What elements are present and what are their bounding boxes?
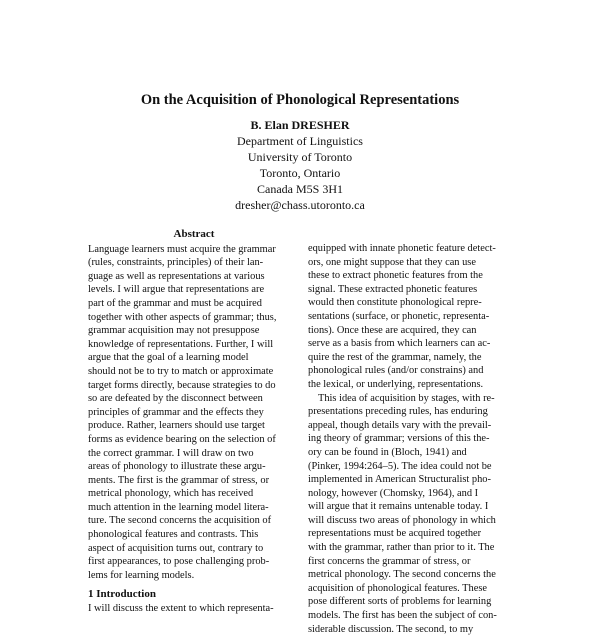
text-line: phonological rules (and/or constrains) and [308,365,484,377]
text-line: ors, one might suppose that they can use [308,256,476,268]
text-line: This idea of acquisition by stages, with re- [318,392,495,404]
text-line: serve as a basis from which learners can ac- [308,338,491,350]
text-line: ing theory of grammar; versions of this the- [308,433,490,445]
text-line: these to extract phonetic features from the [308,270,483,282]
author-name: B. Elan DRESHER [250,118,350,132]
text-line: (Pinker, 1994:264–5). The idea could not be [308,460,492,472]
text-line: the correct grammar. I will draw on two [88,447,254,459]
text-line: metrical phonology. The second concerns the [308,569,496,581]
text-line: should not be to try to match or approximate [88,365,274,377]
text-line: produce. Rather, learners should use target [88,420,265,432]
text-line: (rules, constraints, principles) of their lan- [88,257,264,269]
section-heading-introduction: 1 Introduction [88,588,156,601]
text-line: grammar acquisition may not presuppose [88,325,260,337]
text-line: first concerns the grammar of stress, or [308,555,471,567]
text-line: part of the grammar and must be acquired [88,297,262,309]
right-column [308,242,520,636]
text-line: phonological features and contrasts. This [88,529,259,541]
author-email: dresher@chass.utoronto.ca [235,198,365,212]
abstract-heading: Abstract [173,228,215,240]
text-line: presentations preceding rules, has enduring [308,406,488,418]
text-line: pose different sorts of problems for learning [308,596,492,608]
text-line: with the grammar, rather than prior to it. The [308,542,495,554]
paper-title: On the Acquisition of Phonological Representations [140,92,460,108]
text-line: would then constitute phonological repre- [308,297,482,309]
text-line: levels. I will argue that representations are [88,284,265,296]
text-line: appeal, though details vary with the prevail- [308,419,492,431]
text-line: first appearances, to pose challenging prob- [88,556,270,568]
text-line: signal. These extracted phonetic features [308,283,478,295]
text-line: quire the rest of the grammar, namely, the [308,351,482,363]
text-line: argue that the goal of a learning model [88,352,249,364]
abstract-body [88,243,300,583]
text-line: tions). Once these are acquired, they can [308,324,477,336]
text-line: much attention in the learning model litera- [88,501,269,513]
text-line: nology, however (Chomsky, 1964), and I [308,487,479,499]
text-line: forms as evidence bearing on the selection of [88,433,276,445]
affiliation-line: University of Toronto [247,150,353,164]
text-line: metrical phonology, which has received [88,488,254,500]
affiliation-line: Department of Linguistics [237,134,363,148]
text-line: lems for learning models. [88,569,195,581]
text-line: implemented in American Structuralist pho- [308,474,491,486]
text-line: ory can be found in (Bloch, 1941) and [308,446,467,458]
text-line: models. The first has been the subject of con- [308,610,497,622]
text-line: will discuss two areas of phonology in which [308,514,496,526]
text-line: ments. The first is the grammar of stress, or [88,474,270,486]
text-line: knowledge of representations. Further, I will [88,338,274,350]
text-line: guage as well as representations at various [88,270,265,282]
text-line: sentations (surface, or phonetic, representa- [308,310,490,322]
text-line: together with other aspects of grammar; thus, [88,311,277,323]
affiliation-line: Canada M5S 3H1 [257,182,343,196]
text-line: siderable discussion. The second, to my [308,623,474,635]
text-line: areas of phonology to illustrate these argu- [88,461,266,473]
author-block [0,117,600,213]
text-line: Language learners must acquire the grammar [88,243,276,255]
text-line: acquisition of phonological features. These [308,582,487,594]
body-paragraph [308,392,520,636]
introduction-body [88,602,300,616]
left-column [88,228,300,616]
text-line: so are defeated by the disconnect between [88,393,263,405]
text-line: equipped with innate phonetic feature detect- [308,243,496,254]
text-line: the lexical, or underlying, representations. [308,378,484,390]
text-line: I will discuss the extent to which representa- [88,603,274,615]
text-line: principles of grammar and the effects they [88,406,264,418]
text-line: representations must be acquired together [308,528,482,540]
text-line: ture. The second concerns the acquisition of [88,515,272,527]
affiliation-line: Toronto, Ontario [259,166,341,180]
text-line: target forms directly, because strategies to do [88,379,276,391]
body-paragraph [308,242,520,392]
text-line: will argue that it remains untenable today. I [308,501,489,513]
text-line: aspect of acquisition turns out, contrary to [88,542,264,554]
